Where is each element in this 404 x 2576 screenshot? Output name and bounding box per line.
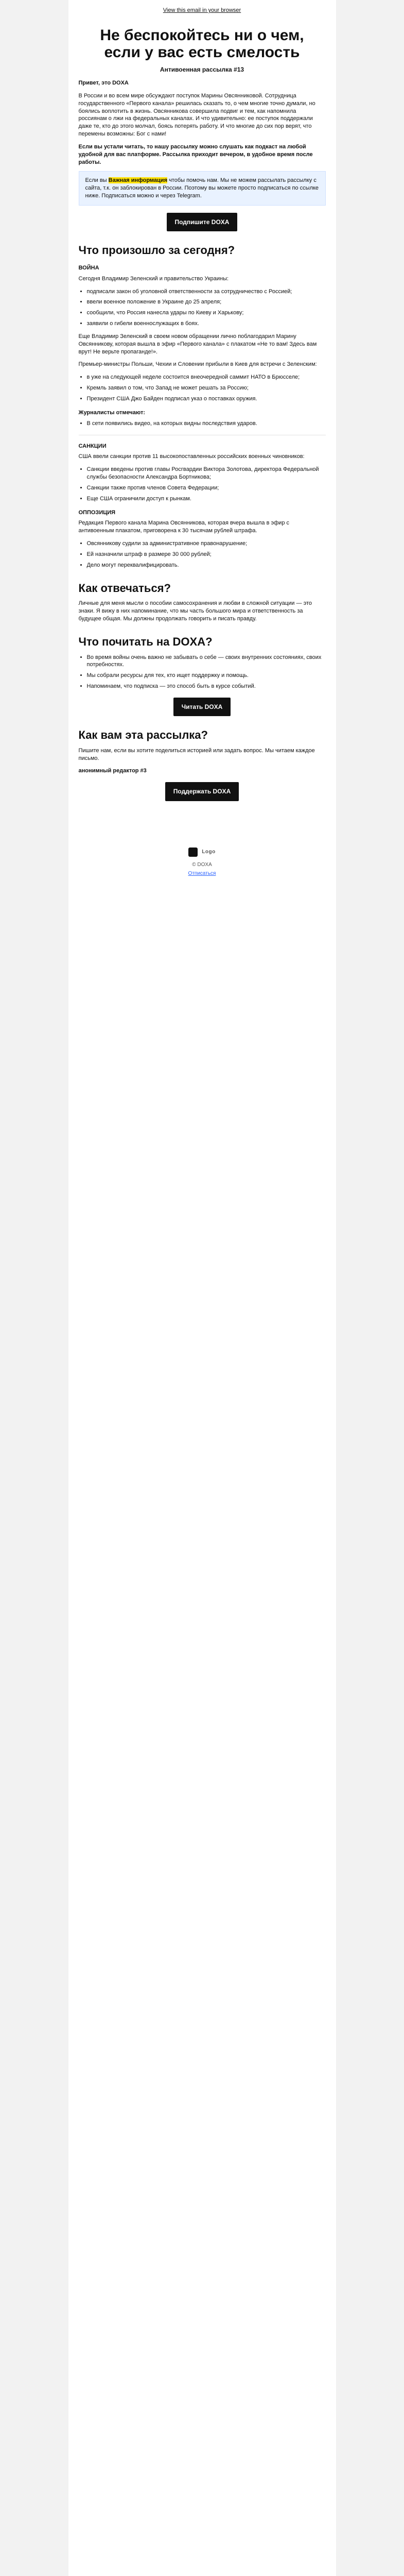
opposition-list: [87, 540, 326, 569]
hero-title: Не беспокойтесь ни о чем, если у вас есть смелость: [100, 27, 304, 61]
info-note-highlight: Важная информация: [108, 177, 167, 184]
opposition-intro: Редакция Первого канала Марина Овсянникова, которая вчера вышла в эфир с антивоенным плакатом, приговорена к 30 тысячам рублей штрафа.: [78, 520, 289, 534]
spacer: [79, 808, 326, 829]
logo-text: Logo: [202, 849, 216, 855]
signature: анонимный редактор #3: [78, 768, 147, 774]
war-item: • сообщили, что Россия нанесла удары по Киеву и Харькову;: [87, 309, 326, 317]
footer-copyright: © DOXA: [192, 861, 212, 868]
unsubscribe-link[interactable]: Отписаться: [188, 870, 216, 876]
section-how-to-respond: Как отвечаться?: [78, 581, 171, 595]
top-bar: [68, 0, 336, 18]
subscribe-cta-wrap: [79, 213, 326, 231]
section-sanctions: САНКЦИИ: [78, 443, 107, 449]
read-item: • Во время войны очень важно не забывать о себе — своих внутренних состояниях, своих потребностях.: [87, 654, 326, 669]
info-note-text: чтобы помочь нам. Мы не можем рассылать рассылку с сайта, т.к. он заблокирован в России. Поэтому вы можете просто подписаться по ссылке ниже. Подписаться можно и через Telegram.: [85, 177, 319, 199]
paragraph: Еще Владимир Зеленский в своем новом обращении лично поблагодарил Марину Овсянникову, которая вышла в эфир «Первого канала» с плакатом «Не то вам! Здесь вам врут! Не верьте пропаганде!».: [78, 333, 317, 355]
sanctions-item: • Еще США ограничили доступ к рынкам.: [87, 495, 326, 503]
bullet-item: • Президент США Джо Байден подписал указ о поставках оружия.: [87, 395, 326, 403]
greeting: Привет, это DOXA: [78, 80, 129, 86]
war-item: • ввели военное положение в Украине до 25 апреля;: [87, 298, 326, 306]
opposition-item: • Овсянникову судили за административное правонарушение;: [87, 540, 326, 548]
section-what-happened: Что произошло за сегодня?: [78, 244, 235, 257]
war-item: • подписали закон об уголовной ответственности за сотрудничество с Россией;: [87, 288, 326, 296]
war-intro: Сегодня Владимир Зеленский и правительство Украины:: [78, 275, 229, 282]
view-in-browser-link[interactable]: View this email in your browser: [163, 7, 241, 13]
read-list: [87, 654, 326, 690]
logo: [188, 848, 215, 857]
content: [68, 79, 336, 829]
read-button[interactable]: Читать DOXA: [173, 698, 231, 716]
intro-paragraph-2: Если вы устали читать, то нашу рассылку можно слушать как подкаст на любой удобной для вас платформе. Рассылка приходит вечером, в удобное время после работы.: [78, 143, 313, 165]
read-cta-wrap: [79, 698, 326, 716]
war-item: • заявили о гибели военнослужащих в боях.: [87, 320, 326, 328]
email-container: [68, 0, 336, 2576]
bullet-item: • Кремль заявил о том, что Запад не может решать за Россию;: [87, 384, 326, 392]
journalists-title: Журналисты отмечают:: [78, 409, 146, 416]
section-opposition: ОППОЗИЦИЯ: [78, 509, 116, 516]
read-item: • Напоминаем, что подписка — это способ быть в курсе событий.: [87, 683, 326, 690]
sanctions-item: • Санкции также против членов Совета Федерации;: [87, 484, 326, 492]
section-newsletter: Как вам эта рассылка?: [78, 728, 208, 742]
read-item: • Мы собрали ресурсы для тех, кто ищет поддержку и помощь.: [87, 672, 326, 680]
section-war: ВОЙНА: [78, 264, 99, 271]
how-to-respond-text: Личные для меня мысли о пособии самосохранения и любви в сложной ситуации — это знаки. Я вижу в них напоминание, что мы часть большого мира и ответственность за будущее общая. Мы должны продолжать говорить и писать правду.: [78, 600, 312, 622]
footer: [68, 829, 336, 890]
bullet-item: • в уже на следующей неделе состоится внеочередной саммит НАТО в Брюсселе;: [87, 374, 326, 381]
sanctions-item: • Санкции введены против главы Росгвардии Виктора Золотова, директора Федеральной службы безопасности Александра Бортникова;: [87, 466, 326, 481]
subscribe-button[interactable]: Подпишите DOXA: [167, 213, 238, 231]
sanctions-intro: США ввели санкции против 11 высокопоставленных российских военных чиновников:: [78, 453, 305, 460]
final-text: Пишите нам, если вы хотите поделиться историей или задать вопрос. Мы читаем каждое письмо.: [78, 747, 315, 761]
war-list: [87, 288, 326, 328]
intro-paragraph-1: В России и во всем мире обсуждают поступок Марины Овсянниковой. Сотрудница государственного «Первого канала» решилась сказать то, о чем многие точно думали, но боялись воплотить в жизнь. Овсянникова совершила подвиг и тем, как напомнила россиянам о лжи на федеральных каналах. И что удивительно: ее поступок поддержали даже те, кто до этого молчал, боясь потерять работу. И что многие до сих пор верят, что перемены возможны: Бог с нами!: [78, 92, 315, 138]
bullets-1: [87, 374, 326, 403]
journalists-list: [87, 420, 326, 428]
opposition-item: • Дело могут переквалифицировать.: [87, 562, 326, 569]
issue-number: Антивоенная рассылка #13: [160, 66, 244, 73]
opposition-item: • Ей назначили штраф в размере 30 000 рублей;: [87, 551, 326, 558]
info-note-prefix: Если вы: [85, 177, 107, 184]
paragraph: Премьер-министры Польши, Чехии и Словении прибыли в Киев для встречи с Зеленским:: [78, 361, 317, 368]
support-cta-wrap: [79, 782, 326, 801]
section-what-to-read: Что почитать на DOXA?: [78, 635, 213, 648]
journalists-item: • В сети появились видео, на которых видны последствия ударов.: [87, 420, 326, 428]
support-button[interactable]: Поддержать DOXA: [165, 782, 239, 801]
logo-icon: [188, 848, 198, 857]
info-note: [79, 171, 326, 206]
sanctions-list: [87, 466, 326, 502]
footer-unsubscribe-wrap: [79, 871, 326, 876]
